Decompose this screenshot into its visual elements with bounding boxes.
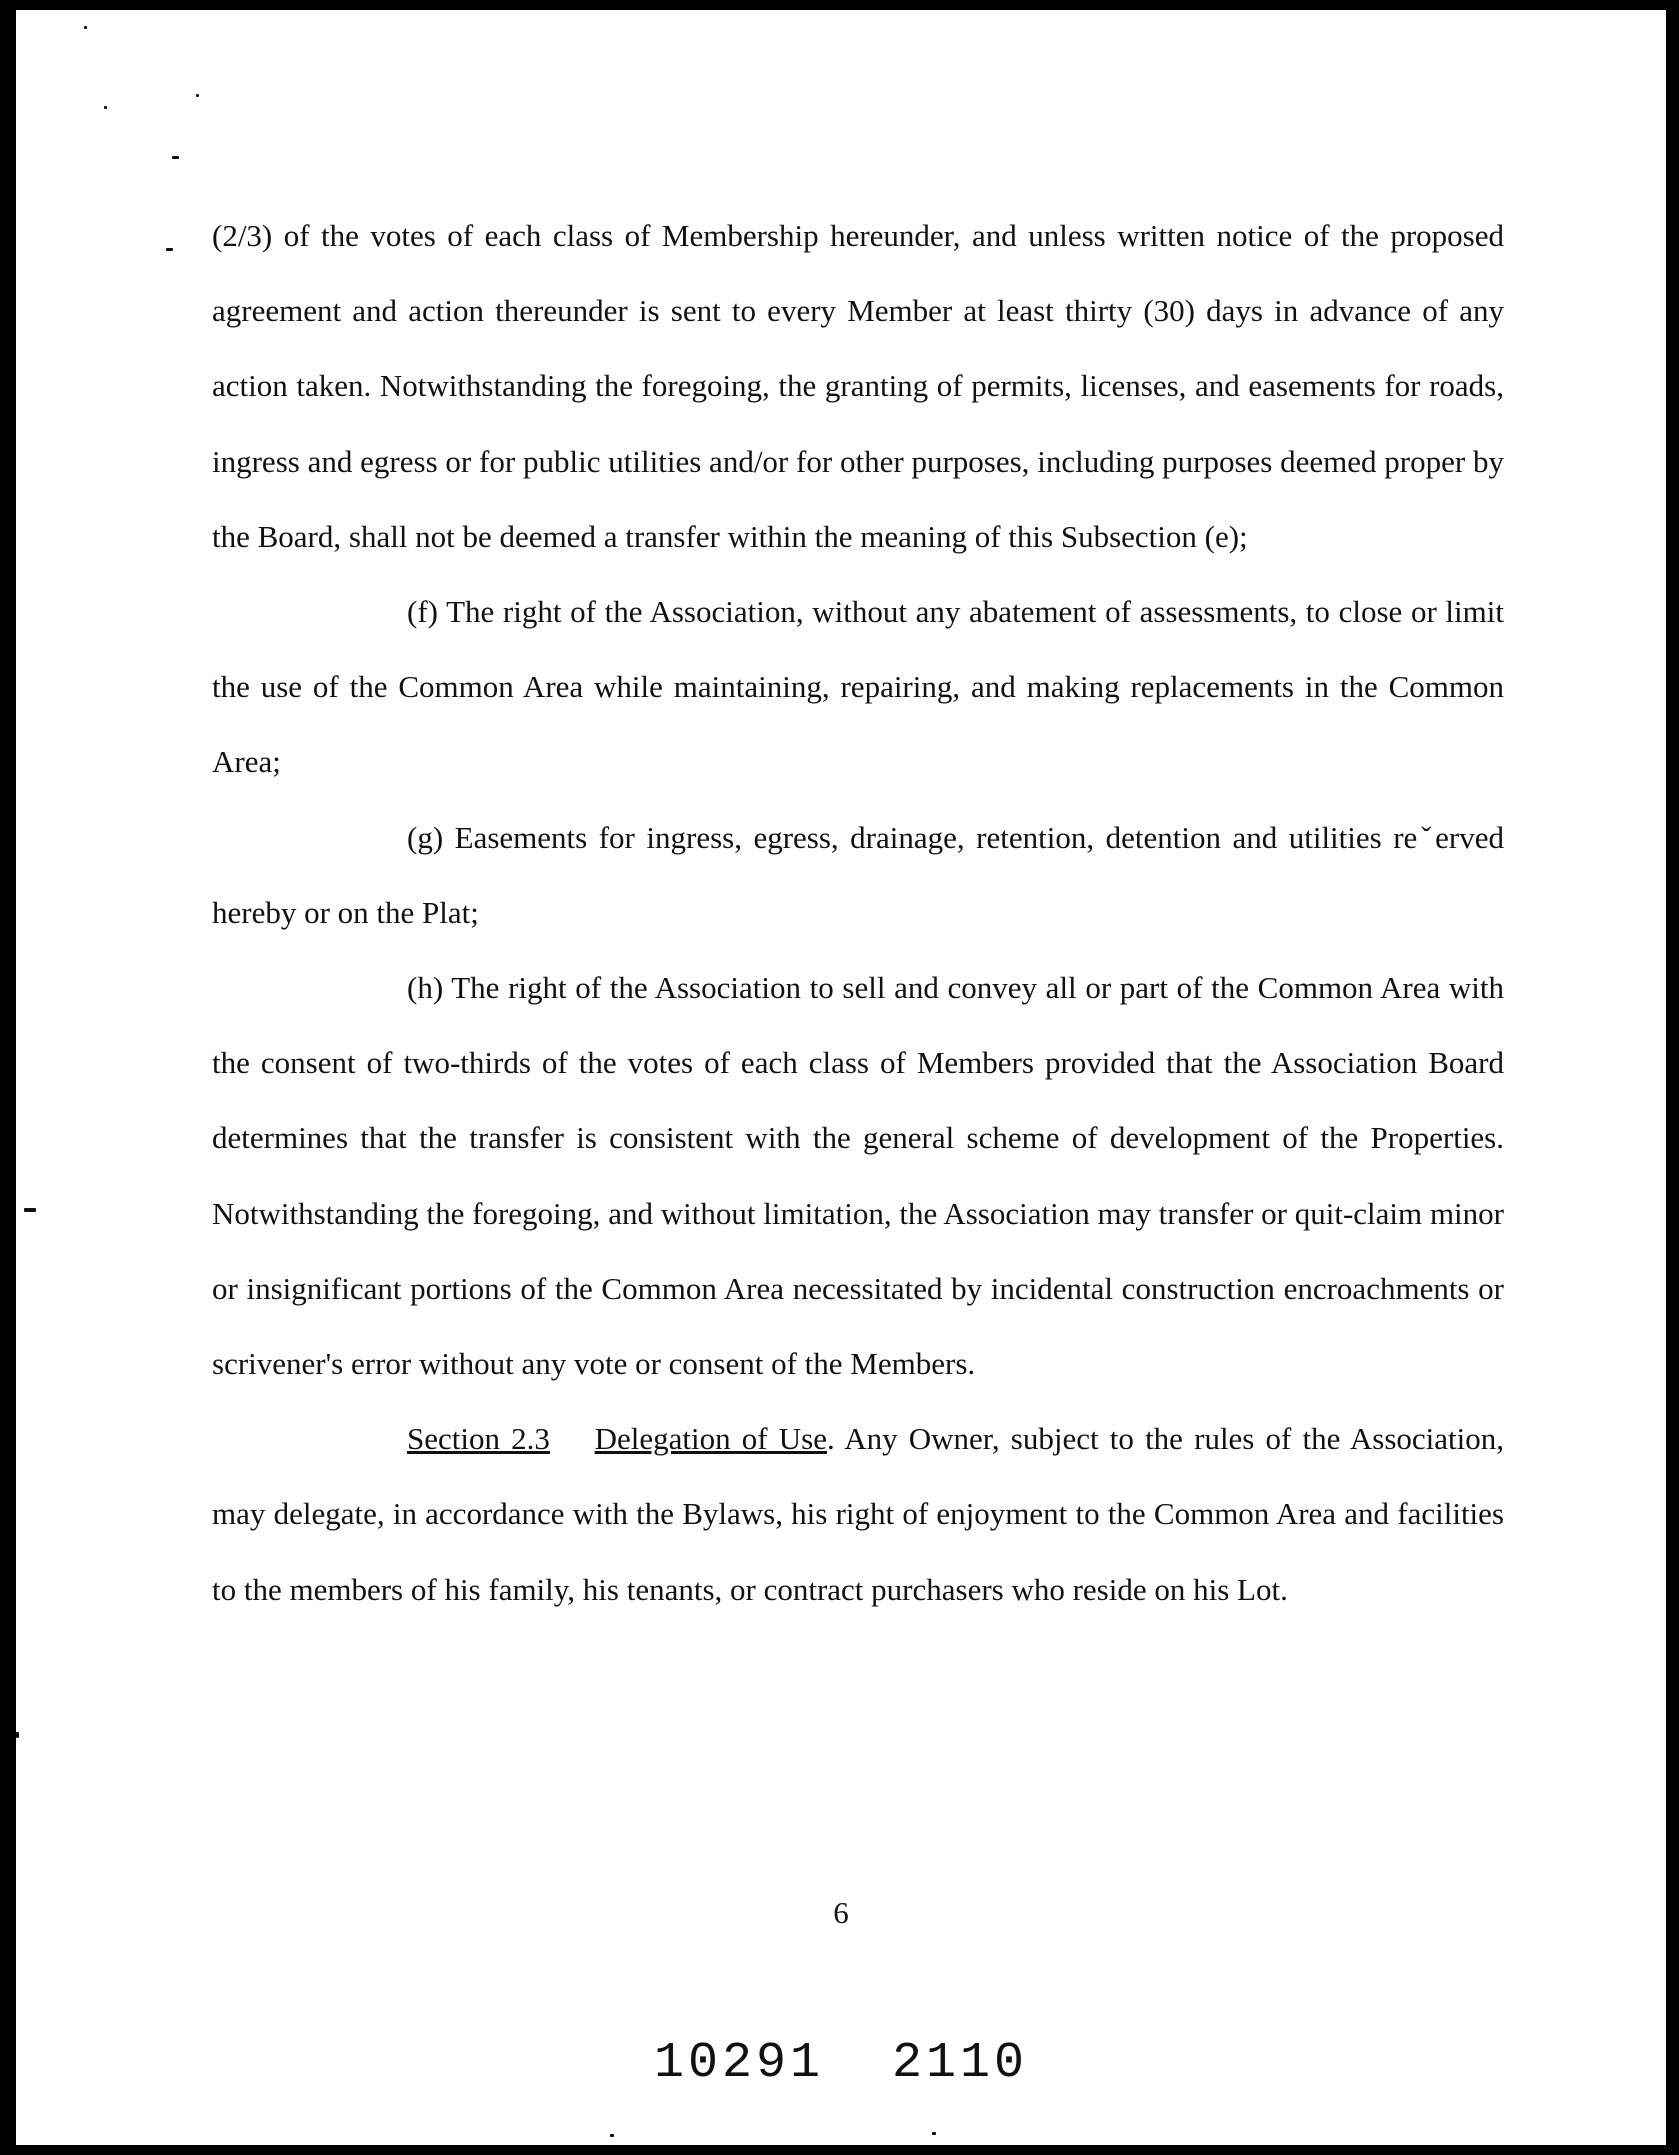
document-stamp: 10291 2110 [653,2035,1029,2092]
paragraph-e-continuation: (2/3) of the votes of each class of Membership hereunder, and unless written notice of the proposed agreement and action thereunder is sent to every Member at least thirty (30) days in advance of any action taken. Notwithstanding the foregoing, the granting of permits, licenses, and easements for roads, ingress and egress or for public utilities and/or for other purposes, including purposes deemed proper by the Board, shall not be deemed a transfer within the meaning of this Subsection (e); [212,218,1504,554]
page-number: 6 [833,1895,849,1930]
scan-speck [166,248,173,251]
scan-speck [16,1732,19,1738]
section-title: Delegation of Use [594,1421,827,1457]
scan-speck [24,1208,36,1212]
scan-speck [610,2134,614,2137]
section-number: Section 2.3 [407,1421,550,1457]
document-page [16,10,1666,2145]
paragraph-h: (h) The right of the Association to sell and convey all or part of the Common Area with the consent of two-thirds of the votes of each class of Members provided that the Association Board determines that the transfer is consistent with the general scheme of development of the Properties. Notwithstanding the foregoing, and without limitation, the Association may transfer or quit-claim minor or insignificant portions of the Common Area necessitated by incidental construction encroachments or scrivener's error without any vote or consent of the Members. [212,970,1504,1382]
scan-speck [932,2132,936,2135]
document-body [212,198,1504,1627]
scan-speck [104,106,107,109]
scan-speck [84,26,87,29]
section-2-3-paragraph [212,1401,1504,1627]
paragraph-f: (f) The right of the Association, without any abatement of assessments, to close or limit the use of the Common Area while maintaining, repairing, and making replacements in the Common Area; [212,594,1504,780]
paragraph-g: (g) Easements for ingress, egress, drainage, retention, detention and utilities reˇerved hereby or on the Plat; [212,819,1504,930]
scan-speck [172,156,179,159]
section-text: . Any Owner, subject to the rules of the Association, may delegate, in accordance with the Bylaws, his right of enjoyment to the Common Area and facilities to the members of his family, his tenants, or contract purchasers who reside on his Lot. [212,1421,1504,1607]
scan-speck [196,94,199,97]
